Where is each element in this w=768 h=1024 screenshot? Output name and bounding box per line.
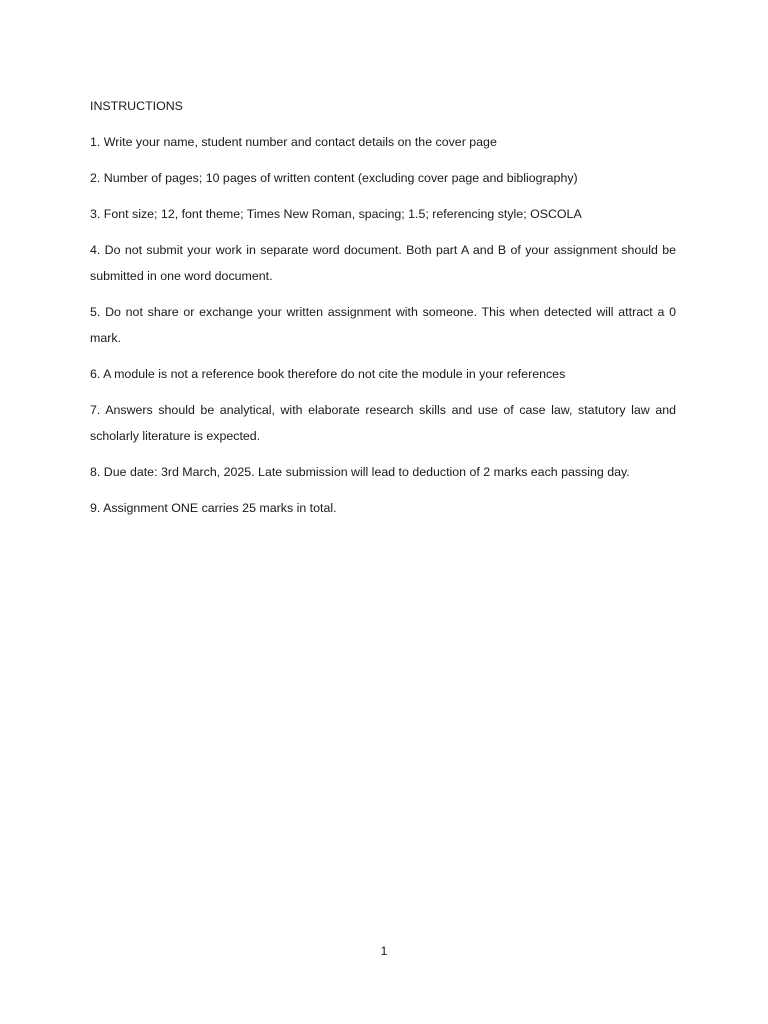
instructions-section xyxy=(90,93,676,531)
instruction-item-8: 8. Due date: 3rd March, 2025. Late submission will lead to deduction of 2 marks each passing day. xyxy=(90,465,630,479)
instruction-item-1: 1. Write your name, student number and contact details on the cover page xyxy=(90,135,497,149)
instruction-item-4: 4. Do not submit your work in separate word document. Both part A and B of your assignment should be submitted in one word document. xyxy=(90,243,676,283)
instruction-item-5: 5. Do not share or exchange your written assignment with someone. This when detected will attract a 0 mark. xyxy=(90,305,676,345)
instruction-item-6: 6. A module is not a reference book therefore do not cite the module in your references xyxy=(90,367,566,381)
instruction-item-3: 3. Font size; 12, font theme; Times New Roman, spacing; 1.5; referencing style; OSCOLA xyxy=(90,207,582,221)
instruction-item-9: 9. Assignment ONE carries 25 marks in total. xyxy=(90,501,337,515)
page-number: 1 xyxy=(380,944,388,958)
instruction-item-7: 7. Answers should be analytical, with elaborate research skills and use of case law, statutory law and scholarly literature is expected. xyxy=(90,403,676,443)
instructions-heading: INSTRUCTIONS xyxy=(90,99,183,113)
instruction-item-2: 2. Number of pages; 10 pages of written content (excluding cover page and bibliography) xyxy=(90,171,578,185)
